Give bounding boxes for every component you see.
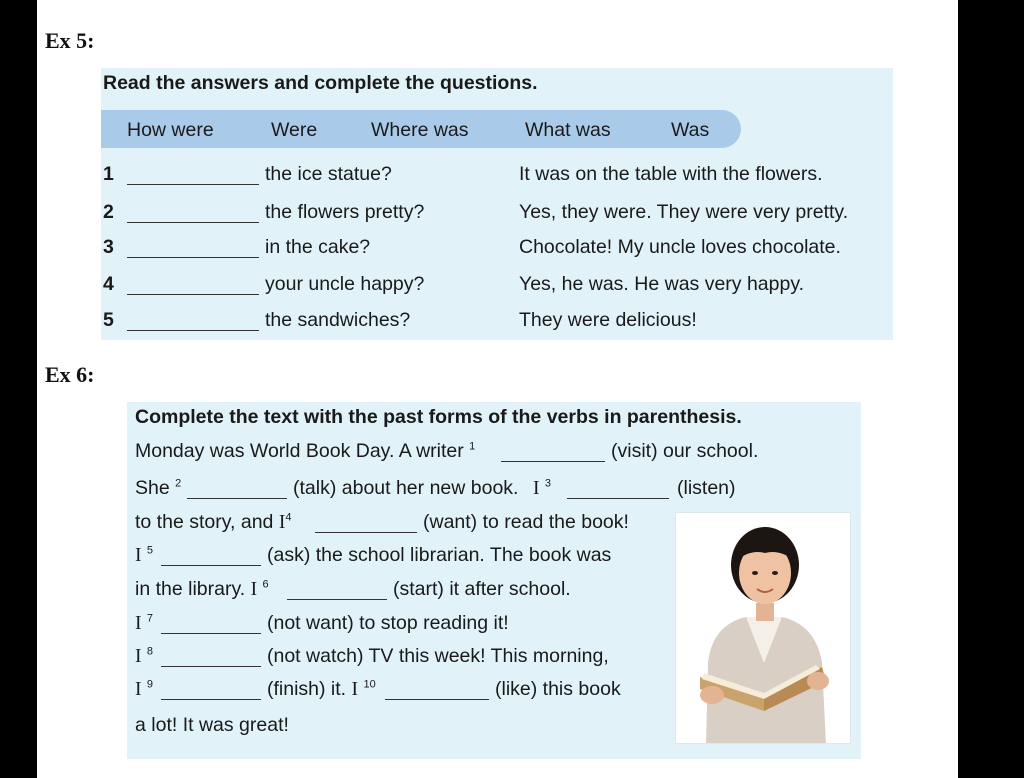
question-text: the flowers pretty? <box>265 201 425 223</box>
word-option: Was <box>671 119 710 141</box>
question-text: in the cake? <box>265 236 371 258</box>
answer-blank[interactable] <box>127 327 259 331</box>
fill-blank-1[interactable] <box>501 458 605 462</box>
question-row-1 <box>101 163 893 193</box>
worksheet-page <box>37 0 958 778</box>
text-segment: (like) this book <box>495 678 621 700</box>
question-row-2 <box>101 201 893 231</box>
answer-text: Yes, he was. He was very happy. <box>519 273 805 295</box>
fill-blank-8[interactable] <box>161 663 261 667</box>
fill-blank-3[interactable] <box>567 495 669 499</box>
text-segment: (want) to read the book! <box>423 511 629 533</box>
answer-blank[interactable] <box>127 219 259 223</box>
word-option: How were <box>127 119 214 141</box>
text-segment: in the library. I $^6$ <box>135 578 269 600</box>
ex5-instruction: Read the answers and complete the questions. <box>103 72 538 94</box>
question-text: the sandwiches? <box>265 309 411 331</box>
text-segment: I $^3$ <box>533 477 552 499</box>
fill-blank-7[interactable] <box>161 630 261 634</box>
text-segment: I $^8$ <box>135 645 154 667</box>
question-number: 5 <box>103 309 114 331</box>
text-segment: I $^7$ <box>135 612 154 634</box>
answer-text: They were delicious! <box>519 309 697 331</box>
fill-blank-5[interactable] <box>161 562 261 566</box>
text-segment: a lot! It was great! <box>135 714 289 736</box>
text-segment: (ask) the school librarian. The book was <box>267 544 612 566</box>
question-number: 1 <box>103 163 114 185</box>
fill-blank-9[interactable] <box>161 696 261 700</box>
word-option: What was <box>525 119 611 141</box>
question-row-4 <box>101 273 893 303</box>
ex6-panel <box>127 402 861 759</box>
answer-blank[interactable] <box>127 254 259 258</box>
answer-text: Chocolate! My uncle loves chocolate. <box>519 236 841 258</box>
text-segment: to the story, and $I^4$ <box>135 511 292 533</box>
question-text: the ice statue? <box>265 163 392 185</box>
ex6-label: Ex 6: <box>45 362 95 387</box>
question-row-3 <box>101 236 893 266</box>
fill-blank-6[interactable] <box>287 596 387 600</box>
word-option: Were <box>271 119 318 141</box>
fill-blank-2[interactable] <box>187 495 287 499</box>
question-number: 3 <box>103 236 114 258</box>
word-box <box>101 110 741 148</box>
text-segment: She $^2$ <box>135 477 182 499</box>
answer-blank[interactable] <box>127 291 259 295</box>
text-segment: (visit) our school. <box>611 440 759 462</box>
text-segment: (talk) about her new book. <box>293 477 519 499</box>
text-segment: (finish) it. I $^{10}$ <box>267 678 376 700</box>
fill-blank-4[interactable] <box>315 529 417 533</box>
fill-blank-10[interactable] <box>385 696 489 700</box>
text-segment: Monday was World Book Day. A writer $^1$ <box>135 440 476 462</box>
ex5-label: Ex 5: <box>45 28 95 53</box>
question-text: your uncle happy? <box>265 273 425 295</box>
question-row-5 <box>101 309 893 339</box>
ex5-panel <box>101 68 893 340</box>
answer-text: Yes, they were. They were very pretty. <box>519 201 849 223</box>
girl-reading-illustration <box>676 513 851 744</box>
answer-text: It was on the table with the flowers. <box>519 163 823 185</box>
text-segment: I $^5$ <box>135 544 154 566</box>
answer-blank[interactable] <box>127 181 259 185</box>
text-segment: (not watch) TV this week! This morning, <box>267 645 609 667</box>
question-number: 4 <box>103 273 114 295</box>
text-segment: (not want) to stop reading it! <box>267 612 509 634</box>
word-option: Where was <box>371 119 469 141</box>
text-segment: I $^9$ <box>135 678 154 700</box>
girl-reading-photo <box>675 512 851 744</box>
text-segment: (start) it after school. <box>393 578 571 600</box>
text-segment: (listen) <box>677 477 736 499</box>
question-number: 2 <box>103 201 114 223</box>
ex6-instruction: Complete the text with the past forms of the verbs in parenthesis. <box>135 406 742 428</box>
